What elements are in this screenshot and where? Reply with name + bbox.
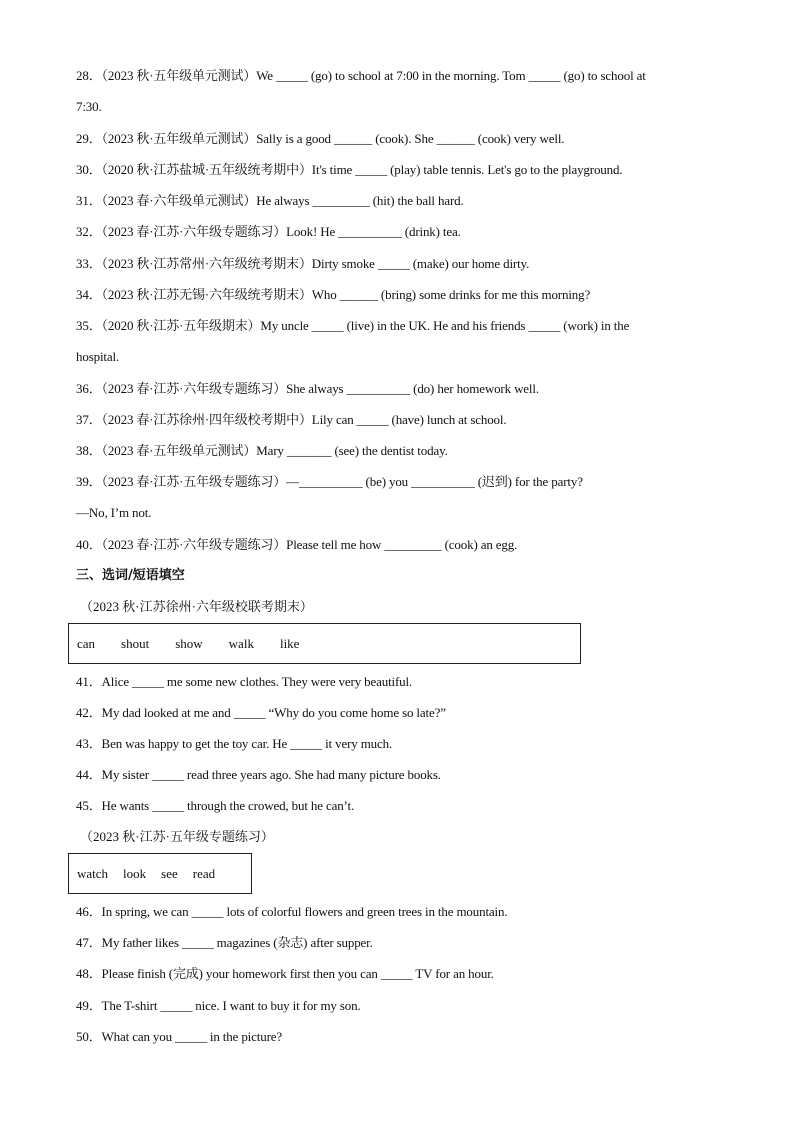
question-42: 42．My dad looked at me and _____ “Why do you come home so late?” [76, 705, 446, 720]
question-38: 38．（2023 春·五年级单元测试）Mary _______ (see) the dentist today. [76, 443, 448, 458]
question-50: 50．What can you _____ in the picture? [76, 1029, 282, 1044]
group1-source: （2023 秋·江苏徐州·六年级校联考期末） [80, 599, 313, 614]
question-29: 29．（2023 秋·五年级单元测试）Sally is a good ______ (cook). She ______ (cook) very well. [76, 131, 565, 146]
question-41: 41．Alice _____ me some new clothes. They were very beautiful. [76, 674, 413, 689]
word-bank-2-item: watch [77, 865, 109, 881]
question-47: 47．My father likes _____ magazines (杂志) after supper. [76, 935, 373, 950]
question-37: 37．（2023 春·江苏徐州·四年级校考期中）Lily can _____ (have) lunch at school. [76, 412, 507, 427]
question-43: 43．Ben was happy to get the toy car. He _____ it very much. [76, 736, 393, 751]
question-30: 30．（2020 秋·江苏盐城·五年级统考期中）It's time _____ (play) table tennis. Let's go to the playground. [76, 162, 623, 177]
word-bank-1-item: shout [121, 635, 150, 651]
question-39: 39．（2023 春·江苏·五年级专题练习）—__________ (be) you __________ (迟到) for the party? [76, 474, 583, 489]
question-35: 35．（2020 秋·江苏·五年级期末）My uncle _____ (live) in the UK. He and his friends _____ (work) in the [76, 318, 630, 333]
question-49: 49．The T-shirt _____ nice. I want to buy it for my son. [76, 998, 361, 1013]
question-46: 46．In spring, we can _____ lots of colorful flowers and green trees in the mountain. [76, 904, 508, 919]
word-bank-2 [68, 853, 252, 894]
question-32: 32．（2023 春·江苏·六年级专题练习）Look! He __________ (drink) tea. [76, 224, 461, 239]
word-bank-2-item: read [192, 865, 216, 881]
question-36: 36．（2023 春·江苏·六年级专题练习）She always __________ (do) her homework well. [76, 381, 539, 396]
question-45: 45．He wants _____ through the crowed, but he can’t. [76, 798, 355, 813]
question-28-continued: 7:30. [76, 99, 102, 114]
word-bank-2-item: look [123, 865, 147, 881]
question-39-continued: —No, I’m not. [76, 505, 152, 520]
question-40: 40．（2023 春·江苏·六年级专题练习）Please tell me how _________ (cook) an egg. [76, 537, 518, 552]
section-heading: 三、选词/短语填空 [76, 568, 185, 583]
word-bank-1-item: show [175, 635, 203, 651]
question-44: 44．My sister _____ read three years ago. She had many picture books. [76, 767, 441, 782]
word-bank-1 [68, 623, 581, 664]
question-28: 28．（2023 秋·五年级单元测试）We _____ (go) to school at 7:00 in the morning. Tom _____ (go) to school at [76, 68, 646, 83]
question-48: 48．Please finish (完成) your homework first then you can _____ TV for an hour. [76, 966, 494, 981]
question-33: 33．（2023 秋·江苏常州·六年级统考期末）Dirty smoke _____ (make) our home dirty. [76, 256, 530, 271]
question-35-continued: hospital. [76, 349, 120, 364]
question-31: 31．（2023 春·六年级单元测试）He always _________ (hit) the ball hard. [76, 193, 464, 208]
word-bank-1-item: walk [228, 635, 254, 651]
group2-source: （2023 秋·江苏·五年级专题练习） [80, 829, 274, 844]
word-bank-1-item: like [279, 635, 300, 651]
word-bank-2-item: see [161, 865, 178, 881]
word-bank-1-item: can [77, 635, 96, 651]
question-34: 34．（2023 秋·江苏无锡·六年级统考期末）Who ______ (bring) some drinks for me this morning? [76, 287, 591, 302]
